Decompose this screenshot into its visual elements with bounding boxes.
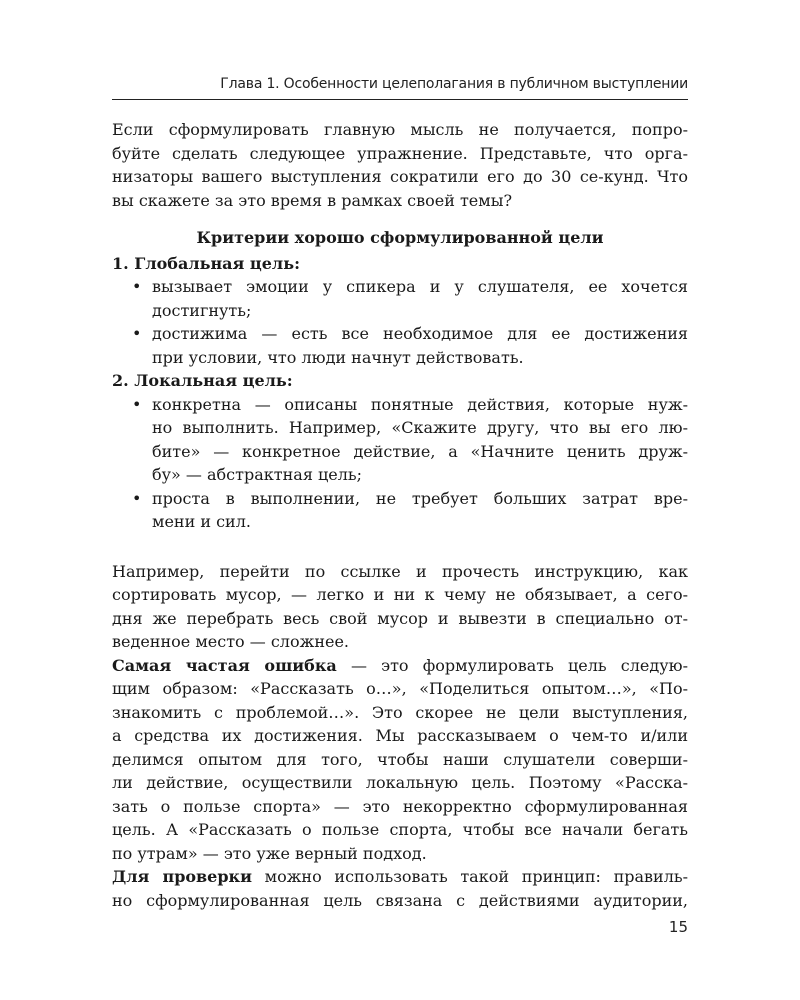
- text-line: щим образом: «Рассказать о…», «Поделиться опытом…», «По-: [112, 679, 688, 698]
- paragraph-spacer: [112, 534, 688, 560]
- text-line: буйте сделать следующее упражнение. Представьте, что орга-: [112, 143, 688, 163]
- text-line: мени и сил.: [152, 512, 251, 531]
- text-line: но сформулированная цель связана с действиями аудитории,: [112, 890, 688, 910]
- check-first-line: можно использовать такой принцип: правиль-: [251, 867, 689, 886]
- text-line: • проста в выполнении, не требует больших затрат вре-: [152, 488, 688, 508]
- text-line: ли действие, осуществили локальную цель. Поэтому «Расска-: [112, 773, 688, 792]
- text-line: по утрам» — это уже верный подход.: [112, 843, 427, 863]
- text-line: делимся опытом для того, чтобы наши слушатели соверши-: [112, 749, 688, 769]
- text-line: бите» — конкретное действие, а «Начните ценить друж-: [152, 441, 688, 461]
- mistake-first-line: — это формулировать цель следую-: [336, 655, 688, 675]
- text-line: • конкретна — описаны понятные действия, которые нуж-: [152, 394, 688, 414]
- text-line: достигнуть;: [152, 300, 252, 320]
- list-item: [132, 393, 688, 487]
- text-line: Если сформулировать главную мысль не получается, попро-: [112, 120, 688, 139]
- text-line: а средства их достижения. Мы рассказываем о чем-то и/или: [112, 726, 688, 745]
- list-item: [132, 322, 688, 369]
- text-line: [112, 654, 688, 678]
- text-line: [112, 865, 688, 889]
- local-goal-list: [112, 393, 688, 534]
- list-item: [132, 275, 688, 322]
- text-line: • вызывает эмоции у спикера и у слушателя, ее хочется: [152, 277, 688, 296]
- mistake-paragraph: [112, 654, 688, 866]
- text-line: • достижима — есть все необходимое для ее достижения: [152, 324, 688, 343]
- text-line: Например, перейти по ссылке и прочесть инструкцию, как: [112, 561, 688, 581]
- criteria-heading: Критерии хорошо сформулированной цели: [196, 228, 604, 247]
- header-divider: [112, 99, 688, 100]
- text-line: веденное место — сложнее.: [112, 632, 350, 651]
- intro-paragraph: [112, 118, 688, 212]
- body-text: [112, 118, 688, 912]
- text-line: знакомить с проблемой…». Это скорее не цели выступления,: [112, 702, 688, 722]
- local-goal-title: 2. Локальная цель:: [112, 371, 293, 390]
- text-line: бу» — абстрактная цель;: [152, 465, 363, 484]
- criteria-block: [112, 252, 688, 534]
- text-line: но выполнить. Например, «Скажите другу, что вы его лю-: [152, 418, 688, 437]
- global-goal-title: 1. Глобальная цель:: [112, 253, 300, 273]
- text-line: сортировать мусор, — легко и ни к чему не обязывает, а сего-: [112, 585, 688, 604]
- example-paragraph: [112, 560, 688, 654]
- check-paragraph: [112, 865, 688, 912]
- text-line: при условии, что люди начнут действовать.: [152, 347, 524, 367]
- mistake-bold-lead: Самая частая ошибка: [112, 655, 337, 675]
- text-line: вы скажете за это время в рамках своей темы?: [112, 190, 513, 210]
- page-number: 15: [668, 918, 688, 936]
- check-bold-lead: Для проверки: [112, 867, 252, 886]
- running-header: Глава 1. Особенности целеполагания в публичном выступлении: [220, 76, 688, 92]
- text-line: низаторы вашего выступления сократили его до 30 се-кунд. Что: [112, 167, 688, 186]
- text-line: дня же перебрать весь свой мусор и вывезти в специально от-: [112, 608, 688, 628]
- text-line: зать о пользе спорта» — это некорректно сформулированная: [112, 796, 688, 816]
- global-goal-list: [112, 275, 688, 369]
- list-item: [132, 487, 688, 534]
- text-line: цель. А «Рассказать о пользе спорта, чтобы все начали бегать: [112, 820, 688, 839]
